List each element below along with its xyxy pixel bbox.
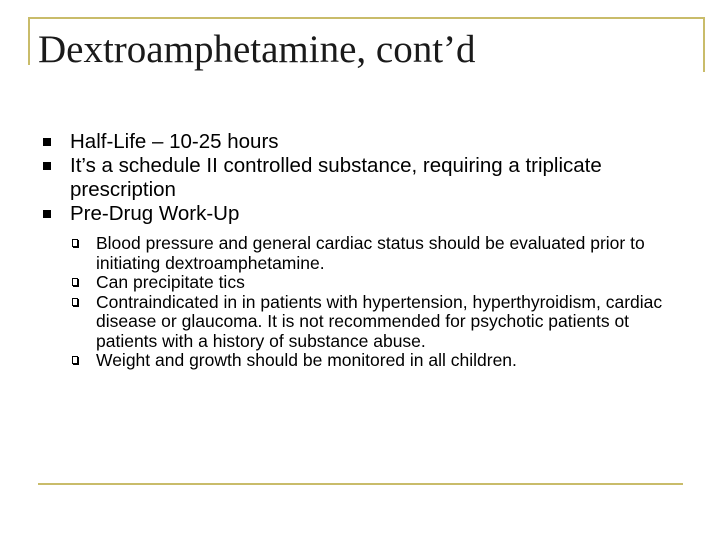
- square-bullet-icon: [43, 138, 51, 146]
- hollow-square-bullet-icon: [72, 278, 78, 286]
- sub-bullet-text: Blood pressure and general cardiac status should be evaluated prior to initiating dextroamphetamine.: [96, 233, 645, 273]
- right-rule-decoration: [703, 17, 705, 72]
- bullet-list: [40, 130, 690, 371]
- bullet-text: It’s a schedule II controlled substance, requiring a triplicate prescription: [70, 154, 602, 201]
- sub-bullet-item: [70, 234, 690, 273]
- top-rule-decoration: [28, 17, 705, 19]
- square-bullet-icon: [43, 162, 51, 170]
- sub-bullet-item: [70, 293, 690, 352]
- sub-bullet-text: Can precipitate tics: [96, 272, 245, 292]
- bullet-item: [40, 154, 690, 202]
- hollow-square-bullet-icon: [72, 298, 78, 306]
- sub-bullet-item: [70, 273, 690, 293]
- bullet-text: Pre-Drug Work-Up: [70, 202, 240, 225]
- hollow-square-bullet-icon: [72, 239, 78, 247]
- slide-title: Dextroamphetamine, cont’d: [38, 28, 476, 71]
- sub-bullet-text: Weight and growth should be monitored in all children.: [96, 350, 517, 370]
- sub-bullet-item: [70, 351, 690, 371]
- bullet-item: [40, 130, 690, 154]
- sub-bullet-list: [70, 234, 690, 371]
- bullet-text: Half-Life – 10-25 hours: [70, 130, 279, 153]
- square-bullet-icon: [43, 210, 51, 218]
- left-rule-decoration: [28, 17, 30, 65]
- hollow-square-bullet-icon: [72, 356, 78, 364]
- bullet-item: [40, 202, 690, 371]
- sub-bullet-text: Contraindicated in in patients with hypertension, hyperthyroidism, cardiac disease or glaucoma. It is not recommended for psychotic patients ot patients with a history of substance abuse.: [96, 291, 663, 351]
- bottom-rule-decoration: [38, 483, 683, 485]
